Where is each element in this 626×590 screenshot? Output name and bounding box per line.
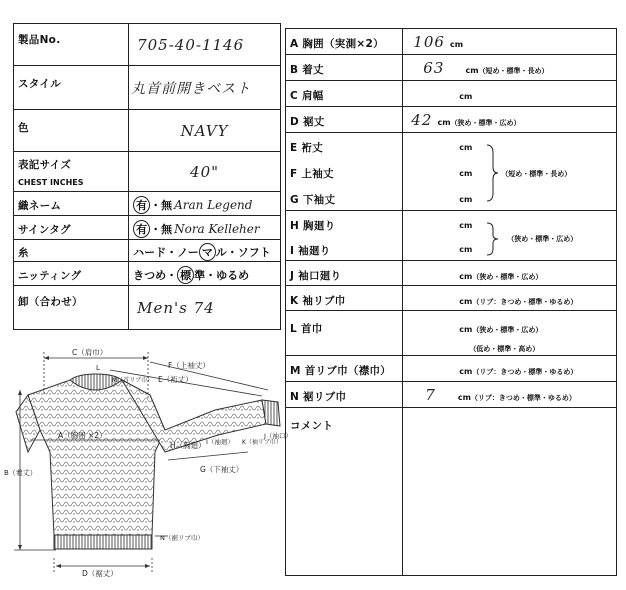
knit-opt-1: きつめ・ — [133, 268, 178, 282]
label-chest-inches: CHEST INCHES — [18, 177, 84, 187]
unit-g: cm — [459, 195, 473, 204]
value-product-no: 705-40-1146 — [137, 36, 245, 54]
dim-n-label: N（裾リブ巾） — [160, 534, 204, 542]
value-sign-tag: Nora Kelleher — [174, 221, 260, 236]
label-m: M 首リブ巾（襟巾） — [290, 365, 392, 377]
label-k: K 袖リブ巾 — [290, 294, 346, 307]
scale-k: （リブ：きつめ・標準・ゆるめ） — [472, 297, 578, 306]
sign-no: ・無 — [150, 222, 173, 236]
label-h: H 胸廻り — [290, 220, 336, 233]
unit-a: cm — [450, 40, 464, 49]
dim-d-label: D（裾丈） — [82, 569, 118, 578]
dim-e-label: E（裄丈） — [158, 375, 193, 384]
right-spec-table — [285, 28, 617, 576]
left-spec-table — [13, 23, 281, 330]
row-color — [14, 110, 281, 152]
unit-n: cm — [457, 393, 471, 402]
row-l — [286, 311, 617, 356]
row-b — [286, 55, 617, 81]
yarn-opt-3: ル・ソフト — [215, 245, 271, 259]
scale-hi: （狭め・標準・広め） — [507, 235, 578, 243]
unit-d: cm — [437, 118, 451, 127]
row-yarn — [14, 240, 281, 262]
scale-l-2: （低め・標準・高め） — [469, 345, 540, 353]
label-knitting: ニッティング — [18, 270, 82, 282]
knit-opt-selected: 標 — [177, 266, 194, 284]
row-comment — [286, 408, 617, 576]
row-sign-tag — [14, 216, 281, 240]
scale-n: （リブ：きつめ・標準・ゆるめ） — [470, 394, 576, 402]
scale-l: （狭め・標準・広め） — [472, 326, 543, 334]
value-b: 63 — [423, 59, 445, 77]
dim-h-label: H（胸廻） — [170, 441, 206, 450]
scale-j: （狭め・標準・広め） — [472, 272, 543, 281]
value-woven-name: Aran Legend — [174, 197, 253, 212]
sign-yes: 有 — [133, 220, 150, 238]
label-l: L 首巾 — [290, 323, 323, 335]
label-j: J 袖口廻り — [290, 269, 342, 282]
dim-i-label: I（袖廻） — [206, 438, 234, 446]
row-woven-name — [14, 192, 281, 216]
label-n: N 裾リブ巾 — [290, 391, 347, 403]
dim-g-label: G（下袖丈） — [200, 465, 244, 474]
row-d — [286, 107, 617, 133]
label-size: 表記サイズ — [18, 158, 72, 171]
label-yarn: 糸 — [18, 247, 29, 259]
label-f: F 上袖丈 — [290, 168, 334, 180]
knit-opt-3: 準・ゆるめ — [194, 268, 250, 282]
row-c — [286, 81, 617, 107]
unit-j: cm — [459, 271, 473, 281]
row-e — [286, 133, 617, 159]
unit-l: cm — [459, 325, 473, 334]
dim-f-label: F（上袖丈） — [168, 361, 210, 370]
unit-c: cm — [459, 92, 473, 101]
unit-e: cm — [459, 143, 473, 152]
label-d: D 裾丈 — [290, 116, 325, 128]
brace-efg — [485, 143, 499, 203]
dim-k-label: K（袖リブ巾） — [242, 439, 282, 446]
hem-rib — [54, 535, 152, 549]
unit-i: cm — [459, 245, 473, 254]
dim-l-label: L — [96, 364, 100, 372]
dim-m-label: M（首リブ巾） — [112, 377, 154, 384]
unit-k: cm — [459, 296, 473, 306]
value-a: 106 — [413, 33, 445, 51]
value-d: 42 — [411, 111, 433, 129]
comment-field — [403, 408, 617, 576]
label-woven-name: 織ネーム — [18, 200, 62, 212]
unit-b: cm — [465, 66, 479, 75]
row-style — [14, 66, 281, 110]
scale-m: （リブ：きつめ・標準・ゆるめ） — [472, 368, 578, 376]
value-n: 7 — [425, 386, 436, 404]
row-n — [286, 382, 617, 408]
row-product-no — [14, 24, 281, 66]
label-style: スタイル — [18, 78, 61, 90]
label-comment: コメント — [290, 420, 334, 432]
row-m — [286, 356, 617, 382]
label-product-no: 製品No. — [18, 34, 61, 46]
unit-f: cm — [459, 169, 473, 178]
value-color: NAVY — [180, 122, 229, 140]
woven-yes: 有 — [133, 196, 150, 214]
row-size — [14, 152, 281, 192]
yarn-opt-selected: マ — [199, 243, 216, 261]
scale-d: （狭め・標準・広め） — [450, 119, 521, 127]
row-j — [286, 261, 617, 286]
dim-c-label: C（肩巾） — [72, 348, 108, 357]
unit-h: cm — [459, 221, 473, 230]
label-color: 色 — [18, 122, 29, 134]
unit-m: cm — [459, 367, 473, 376]
brace-hi — [485, 221, 499, 257]
row-a — [286, 29, 617, 55]
woven-no: ・無 — [150, 198, 173, 212]
yarn-opt-1: ハード・ノー — [133, 245, 199, 259]
value-style: 丸首前開きベスト — [131, 80, 252, 97]
row-knitting — [14, 262, 281, 286]
dim-b-label: B（着丈） — [4, 469, 37, 477]
scale-efg: （短め・標準・長め） — [501, 170, 572, 178]
row-wholesale — [14, 286, 281, 330]
dim-a-label: A（胸囲 ×2） — [58, 431, 107, 440]
sweater-diagram — [0, 340, 292, 585]
label-e: E 裄丈 — [290, 142, 324, 155]
label-g: G 下袖丈 — [290, 193, 336, 206]
label-wholesale: 卸（合わせ） — [18, 296, 83, 308]
label-c: C 肩幅 — [290, 90, 324, 102]
row-h — [286, 211, 617, 237]
label-i: I 袖廻り — [290, 244, 331, 257]
label-a: A 胸囲（実測×2） — [290, 38, 384, 50]
value-size: 40" — [190, 163, 220, 181]
label-b: B 着丈 — [290, 64, 324, 76]
row-k — [286, 286, 617, 311]
value-wholesale: Men's 74 — [137, 299, 215, 317]
dim-j-label: J（袖口） — [264, 432, 292, 440]
label-sign-tag: サインタグ — [18, 224, 71, 236]
scale-b: （短め・標準・長め） — [478, 67, 549, 75]
